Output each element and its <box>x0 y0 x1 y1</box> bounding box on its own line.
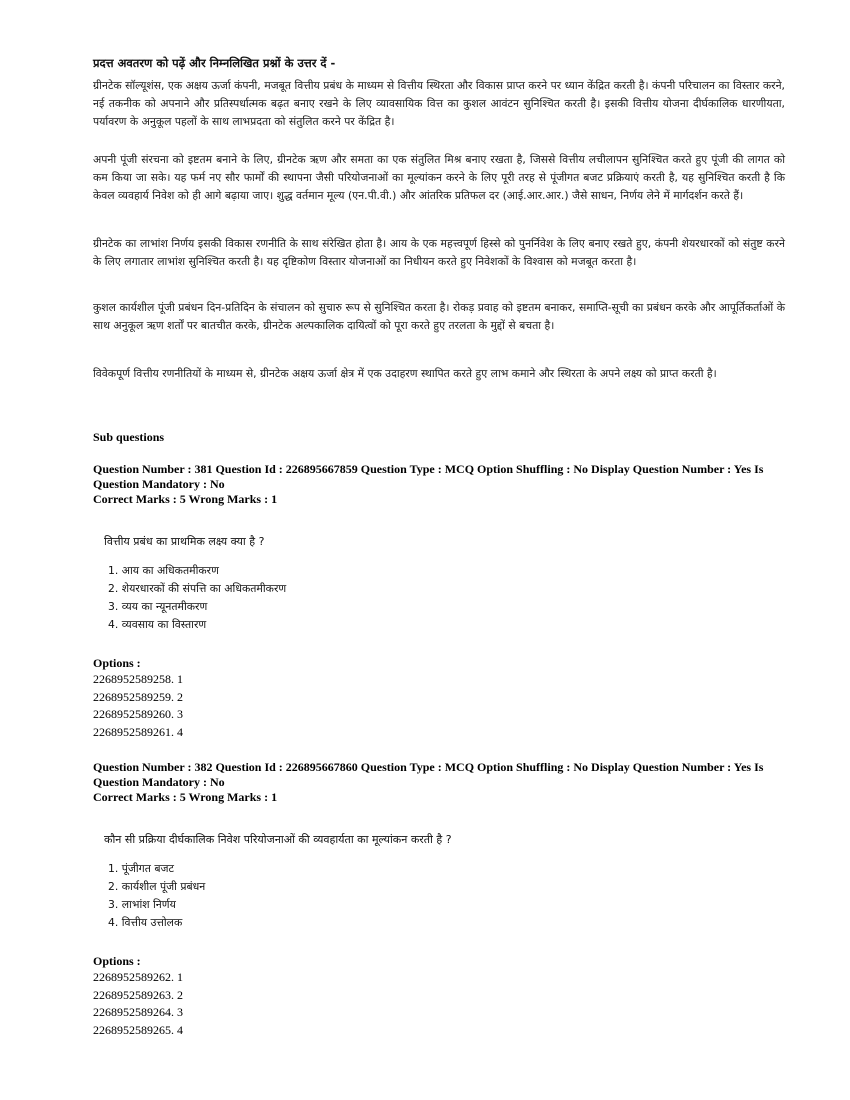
option-id: 2268952589260. 3 <box>93 707 183 721</box>
option-id: 2268952589259. 2 <box>93 689 183 704</box>
question-meta-line: Question Number : 382 Question Id : 226895667860 Question Type : MCQ Option Shuffling : No Display Question Number : Yes Is <box>93 760 764 774</box>
choice-item: 3. व्यय का न्यूनतमीकरण <box>108 600 208 613</box>
option-id: 2268952589265. 4 <box>93 1022 183 1037</box>
choice-item: 2. शेयरधारकों की संपत्ति का अधिकतमीकरण <box>108 582 287 595</box>
passage-paragraph-1: ग्रीनटेक सॉल्यूशंस, एक अक्षय ऊर्जा कंपनी, मजबूत वित्तीय प्रबंध के माध्यम से वित्तीय स्थिरता और विकास प्राप्त करने पर ध्यान केंद्रित करती है। कंपनी परिचालन का विस्तार करने, नई तकनीक को अपनाने और प्रतिस्पर्धात्मक बढ़त बनाए रखने के लिए व्यावसायिक वित्त का कुशल आवंटन सुनिश्चित करती है। इसकी वित्तीय योजना दीर्घकालिक धारणीयता, पर्यावरण के अनुकूल पहलों के साथ लाभप्रदता को संतुलित करने पर केंद्रित है। <box>93 79 785 128</box>
choice-item: 2. कार्यशील पूंजी प्रबंधन <box>108 880 206 893</box>
passage-paragraph-2: अपनी पूंजी संरचना को इष्टतम बनाने के लिए, ग्रीनटेक ऋण और समता का एक संतुलित मिश्र बनाए रखता है, जिससे वित्तीय लचीलापन सुनिश्चित करते हुए पूंजी की लागत को कम किया जा सके। यह फर्म नए सौर फार्मों की स्थापना जैसी परियोजनाओं का मूल्यांकन करने के लिए पूरी तरह से पूंजीगत बजट प्रक्रियाएं करती है, यह सुनिश्चित करती है कि केवल व्यवहार्य निवेश को ही आगे बढ़ाया जाए। शुद्ध वर्तमान मूल्य (एन.पी.वी.) और आंतरिक प्रतिफल दर (आई.आर.आर.) जैसे साधन, निर्णय लेने में मार्गदर्शन करते हैं। <box>93 153 785 202</box>
choice-item: 4. वित्तीय उत्तोलक <box>108 916 183 929</box>
question-382-text: कौन सी प्रक्रिया दीर्घकालिक निवेश परियोजनाओं की व्यवहार्यता का मूल्यांकन करती है ? <box>104 833 452 846</box>
question-meta-line: Question Mandatory : No <box>93 477 225 491</box>
question-382-option-ids <box>93 969 183 1039</box>
choice-item: 1. आय का अधिकतमीकरण <box>108 564 219 577</box>
passage-paragraph-4: कुशल कार्यशील पूंजी प्रबंधन दिन-प्रतिदिन के संचालन को सुचारु रूप से सुनिश्चित करता है। रोकड़ प्रवाह को इष्टतम बनाकर, समाप्ति-सूची का प्रबंधन करके और आपूर्तिकर्ताओं के साथ अनुकूल ऋण शर्तों पर बातचीत करके, ग्रीनटेक अल्पकालिक दायित्वों को पूरा करते हुए तरलता के मुद्दों से बचता है। <box>93 301 785 332</box>
question-381-meta <box>93 462 773 492</box>
choice-item: 3. लाभांश निर्णय <box>108 898 176 911</box>
passage-paragraph-3: ग्रीनटेक का लाभांश निर्णय इसकी विकास रणनीति के साथ संरेखित होता है। आय के एक महत्त्वपूर्ण हिस्से को पुनर्निवेश के लिए बनाए रखते हुए, कंपनी शेयरधारकों को संतुष्ट करने के लिए लगातार लाभांश सुनिश्चित करती है। यह दृष्टिकोण विस्तार योजनाओं का निधीयन करते हुए निवेशकों के विश्वास को मजबूत करता है। <box>93 237 785 268</box>
question-381-marks: Correct Marks : 5 Wrong Marks : 1 <box>93 492 278 506</box>
option-id: 2268952589264. 3 <box>93 1005 183 1019</box>
choice-item: 1. पूंजीगत बजट <box>108 862 174 875</box>
question-382-marks: Correct Marks : 5 Wrong Marks : 1 <box>93 790 278 804</box>
question-382-options-label: Options : <box>93 954 141 968</box>
option-id: 2268952589262. 1 <box>93 970 183 984</box>
question-meta-line: Question Mandatory : No <box>93 775 225 789</box>
sub-questions-label: Sub questions <box>93 430 165 444</box>
option-id: 2268952589261. 4 <box>93 724 183 739</box>
question-382-choices <box>108 860 205 932</box>
question-381-choices <box>108 562 286 634</box>
question-382-meta <box>93 760 773 790</box>
question-381-options-label: Options : <box>93 656 141 670</box>
option-id: 2268952589263. 2 <box>93 987 183 1002</box>
passage-paragraph-5: विवेकपूर्ण वित्तीय रणनीतियों के माध्यम से, ग्रीनटेक अक्षय ऊर्जा क्षेत्र में एक उदाहरण स्थापित करते हुए लाभ कमाने और स्थिरता के अपने लक्ष्य को प्राप्त करती है। <box>93 367 717 380</box>
question-381-option-ids <box>93 671 183 741</box>
question-meta-line: Question Number : 381 Question Id : 226895667859 Question Type : MCQ Option Shuffling : No Display Question Number : Yes Is <box>93 462 764 476</box>
choice-item: 4. व्यवसाय का विस्तारण <box>108 618 207 631</box>
question-381-text: वित्तीय प्रबंध का प्राथमिक लक्ष्य क्या है ? <box>104 535 265 548</box>
passage-heading: प्रदत्त अवतरण को पढ़ें और निम्नलिखित प्रश्नों के उत्तर दें - <box>93 56 336 70</box>
option-id: 2268952589258. 1 <box>93 672 183 686</box>
